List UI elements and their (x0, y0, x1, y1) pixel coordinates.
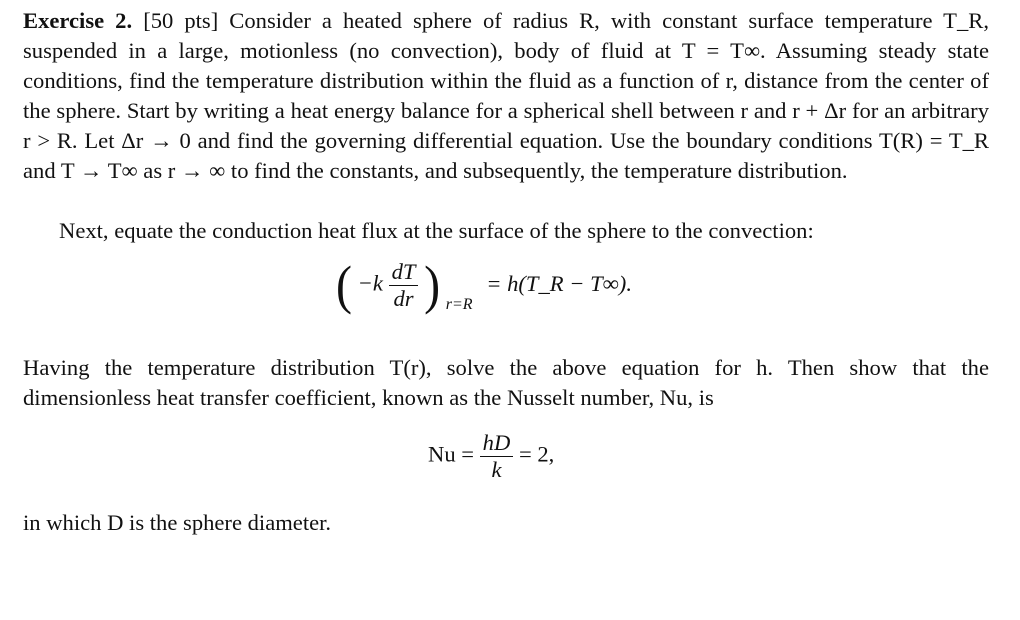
derivative-numerator: dT (389, 259, 419, 286)
flux-equation (336, 255, 632, 316)
next-paragraph: Next, equate the conduction heat flux at the surface of the sphere to the convection: (59, 218, 814, 243)
left-paren: ( (336, 255, 352, 316)
nusselt-numerator: hD (480, 430, 514, 457)
flux-prefix: −k (357, 270, 383, 296)
points-label: [50 pts] (143, 8, 219, 33)
nusselt-right: = 2, (518, 441, 555, 467)
exercise-label: Exercise 2. (23, 8, 133, 33)
problem-paragraph (23, 6, 989, 186)
nusselt-fraction (480, 430, 514, 483)
flux-right-side: = h(T_R − T∞). (486, 270, 632, 296)
intro-text: Consider a heated sphere of radius R, with constant surface temperature T_R, suspended in a large, motionless (no convection), body of fluid at T = T∞. Assuming steady state conditions, find the temperature distribution within the fluid as a function of r, distance from the center of the sphere. Start by writing a heat energy balance for a spherical shell between r and r + Δr for an arbitrary r > R. Let Δr → 0 and find the governing differential equation. Use the boundary conditions T(R) = T_R and T → T∞ as r → ∞ to find the constants, and subsequently, the temperature distribution. (23, 8, 989, 183)
nusselt-denominator: k (491, 457, 502, 482)
nusselt-left: Nu = (428, 441, 475, 467)
middle-paragraph: Having the temperature distribution T(r), solve the above equation for h. Then show that the dimensionless heat transfer coefficient, known as the Nusselt number, Nu, is (23, 355, 989, 410)
derivative-fraction (389, 259, 419, 312)
evaluation-point: r=R (445, 295, 473, 313)
closing-paragraph: in which D is the sphere diameter. (23, 510, 332, 535)
right-paren: ) (424, 255, 441, 316)
nusselt-equation (428, 430, 554, 483)
derivative-denominator: dr (393, 286, 414, 311)
